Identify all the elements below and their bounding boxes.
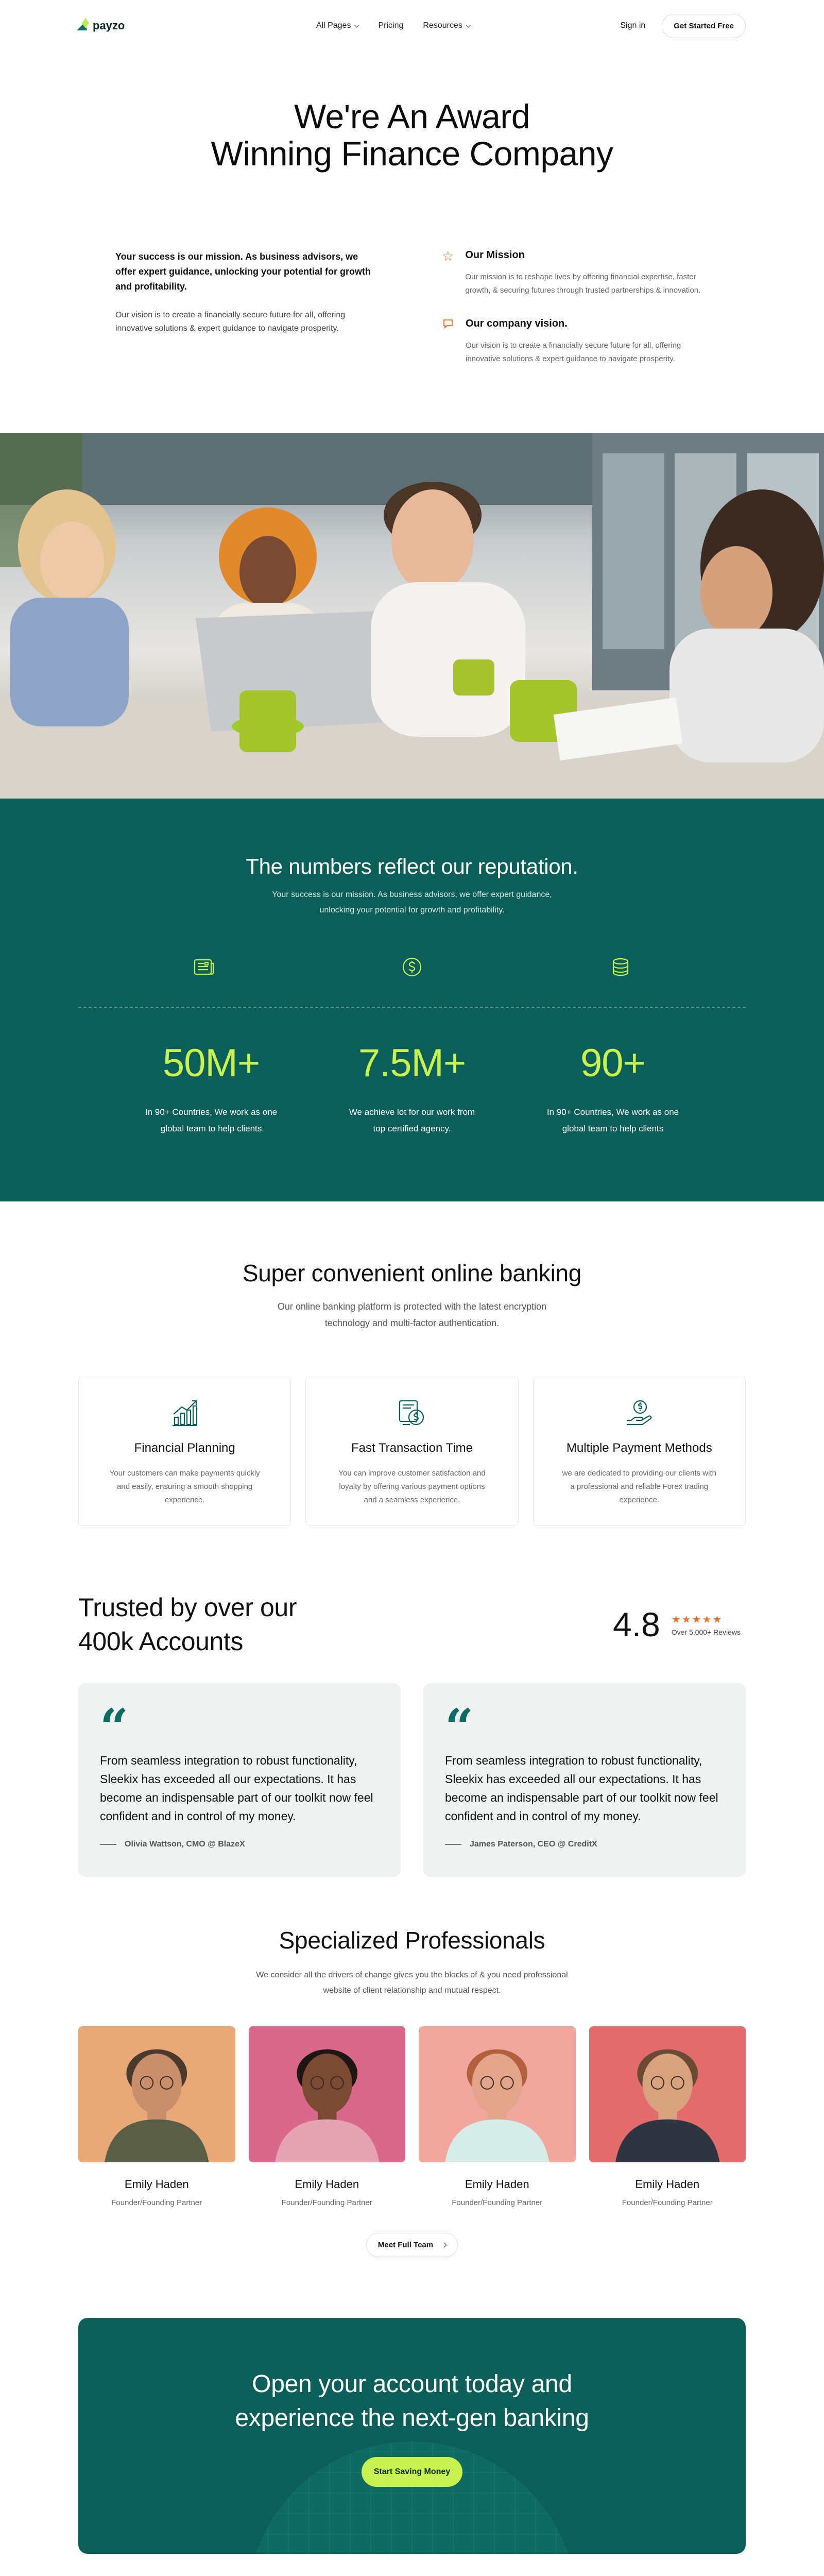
stats-divider xyxy=(78,1007,746,1008)
stat-text xyxy=(134,1104,288,1137)
stat-item xyxy=(134,1041,288,1137)
banking-subtitle-line: Our online banking platform is protected with the latest encryption xyxy=(277,1301,547,1312)
hero-title-line: We're An Award xyxy=(294,97,530,135)
brand-name: payzo xyxy=(93,19,125,32)
testimonials xyxy=(78,1683,746,1877)
feature-card-text: You can improve customer satisfaction and loyalty by offering various payment options and a seamless experience. xyxy=(338,1469,486,1504)
growth-chart-icon xyxy=(168,1397,201,1430)
avatar xyxy=(589,2026,746,2162)
member-role: Founder/Founding Partner xyxy=(281,2198,372,2207)
mission-item-title: Our Mission xyxy=(465,249,525,261)
team-subtitle xyxy=(78,1968,746,1998)
stat-number: 50M+ xyxy=(162,1041,260,1085)
team-subtitle-line: We consider all the drivers of change gives you the blocks of & you need professional xyxy=(256,1971,568,1979)
coins-stack-icon xyxy=(608,954,633,980)
testimonial-card xyxy=(78,1683,401,1877)
mission-lead: Your success is our mission. As business advisors, we offer expert guidance, unlocking your potential for growth and profitability. xyxy=(115,251,371,292)
avatar xyxy=(419,2026,576,2162)
stat-text-line: In 90+ Countries, We work as one xyxy=(546,1107,679,1117)
payment-hand-icon xyxy=(623,1397,656,1430)
logo-icon xyxy=(78,20,90,31)
nav-actions xyxy=(620,14,746,38)
start-saving-button[interactable]: Start Saving Money xyxy=(362,2457,462,2487)
cta-title-line: Open your account today and xyxy=(252,2370,572,2398)
feature-card-title: Fast Transaction Time xyxy=(351,1441,473,1455)
nav-item-label: Pricing xyxy=(378,21,404,30)
stats-icons xyxy=(191,954,633,980)
feature-card-title: Financial Planning xyxy=(134,1441,235,1455)
stat-text-line: We achieve lot for our work from xyxy=(349,1107,475,1117)
feature-card-text: we are dedicated to providing our clients with a professional and reliable Forex trading experience. xyxy=(562,1469,716,1504)
quote-icon: “ xyxy=(100,1698,129,1756)
testimonial-author: James Paterson, CEO @ CreditX xyxy=(445,1840,725,1849)
stat-text xyxy=(536,1104,690,1137)
member-name: Emily Haden xyxy=(295,2178,359,2191)
team-title: Specialized Professionals xyxy=(279,1927,545,1954)
review-count: Over 5,000+ Reviews xyxy=(671,1628,741,1636)
rating-summary xyxy=(613,1605,741,1644)
stat-item xyxy=(536,1041,690,1137)
star-rating-icon: ★★★★★ xyxy=(671,1614,723,1625)
banking-subtitle xyxy=(78,1298,746,1331)
star-icon: ☆ xyxy=(442,248,454,264)
top-nav xyxy=(78,0,746,52)
transaction-icon xyxy=(396,1397,428,1430)
avatar xyxy=(249,2026,406,2162)
stat-number: 90+ xyxy=(580,1041,645,1085)
cta-title-line: experience the next-gen banking xyxy=(235,2404,589,2432)
feature-card-title: Multiple Payment Methods xyxy=(566,1441,712,1455)
sign-in-link[interactable]: Sign in xyxy=(620,21,646,30)
banking-title: Super convenient online banking xyxy=(242,1260,582,1286)
trusted-header xyxy=(78,1590,746,1658)
stat-text-line: global team to help clients xyxy=(562,1124,664,1133)
nav-item-pricing[interactable] xyxy=(378,21,403,30)
stat-text-line: In 90+ Countries, We work as one xyxy=(145,1107,278,1117)
stat-text-line: top certified agency. xyxy=(373,1124,451,1133)
vision-item-title: Our company vision. xyxy=(466,318,568,329)
testimonial-author: Olivia Wattson, CMO @ BlazeX xyxy=(100,1840,380,1849)
vision-item-text: Our vision is to create a financially secure future for all, offering innovative solutions & expert guidance to navigate prosperity. xyxy=(466,341,681,363)
nav-item-all-pages[interactable] xyxy=(316,21,359,30)
hero-title xyxy=(78,98,746,172)
feature-card xyxy=(305,1377,518,1526)
member-name: Emily Haden xyxy=(124,2178,189,2191)
member-name: Emily Haden xyxy=(465,2178,529,2191)
team-member[interactable] xyxy=(419,2026,576,2207)
stat-text-line: global team to help clients xyxy=(160,1124,262,1133)
dollar-circle-icon xyxy=(399,954,425,980)
banking-subtitle-line: technology and multi-factor authentication. xyxy=(324,1318,500,1328)
feature-card xyxy=(78,1377,291,1526)
vision-item xyxy=(442,318,710,366)
rating-score: 4.8 xyxy=(613,1605,660,1643)
hero-title-line: Winning Finance Company xyxy=(211,134,613,173)
chat-icon xyxy=(442,318,454,332)
stats-section xyxy=(0,799,824,1201)
trusted-title-line: 400k Accounts xyxy=(78,1627,244,1656)
stat-number: 7.5M+ xyxy=(358,1041,466,1085)
team-member[interactable] xyxy=(78,2026,235,2207)
mission-items xyxy=(442,249,710,386)
mission-item-text: Our mission is to reshape lives by offering financial expertise, faster growth, & securing futures through trusted partnerships & innovation. xyxy=(465,273,701,295)
feature-card xyxy=(533,1377,746,1526)
member-name: Emily Haden xyxy=(635,2178,700,2191)
nav-links xyxy=(316,21,470,30)
get-started-button[interactable]: Get Started Free xyxy=(662,14,746,38)
banking-section xyxy=(78,1259,746,1526)
team-photo xyxy=(0,433,824,799)
mission-section xyxy=(78,249,746,386)
stat-item xyxy=(335,1041,489,1137)
team-button-row xyxy=(78,2233,746,2257)
avatar xyxy=(78,2026,235,2162)
quote-icon: “ xyxy=(445,1698,474,1756)
testimonial-card xyxy=(423,1683,746,1877)
cta-banner xyxy=(78,2318,746,2554)
office-team-illustration xyxy=(0,433,824,799)
nav-item-label: All Pages xyxy=(316,21,351,30)
chevron-down-icon xyxy=(466,22,471,27)
member-role: Founder/Founding Partner xyxy=(111,2198,202,2207)
team-member[interactable] xyxy=(589,2026,746,2207)
stats-grid xyxy=(134,1041,690,1137)
trusted-title-line: Trusted by over our xyxy=(78,1593,297,1622)
nav-item-label: Resources xyxy=(423,21,462,30)
feature-cards xyxy=(78,1377,746,1526)
team-subtitle-line: website of client relationship and mutual respect. xyxy=(323,1986,501,1995)
testimonial-text: From seamless integration to robust functionality, Sleekix has exceeded all our expectations. It has become an indispensable part of our toolkit now feel confident and in control of my money. xyxy=(445,1754,718,1823)
team-section xyxy=(78,1926,746,2257)
team-member[interactable] xyxy=(249,2026,406,2207)
team-grid xyxy=(78,2026,746,2207)
stats-subtitle-line: unlocking your potential for growth and profitability. xyxy=(319,906,505,914)
testimonial-text: From seamless integration to robust functionality, Sleekix has exceeded all our expectations. It has become an indispensable part of our toolkit now feel confident and in control of my money. xyxy=(100,1754,373,1823)
stat-text xyxy=(335,1104,489,1137)
chevron-right-icon xyxy=(442,2243,447,2248)
meet-full-team-button[interactable] xyxy=(366,2233,458,2257)
member-role: Founder/Founding Partner xyxy=(452,2198,543,2207)
nav-item-resources[interactable] xyxy=(423,21,470,30)
member-role: Founder/Founding Partner xyxy=(622,2198,713,2207)
meet-full-team-label: Meet Full Team xyxy=(377,2241,434,2249)
cta-title xyxy=(78,2318,746,2435)
brand-logo[interactable] xyxy=(78,19,125,32)
stats-subtitle xyxy=(0,887,824,918)
mission-item xyxy=(442,249,710,297)
page xyxy=(78,0,746,386)
content xyxy=(78,1259,746,2576)
stats-subtitle-line: Your success is our mission. As business advisors, we offer expert guidance, xyxy=(272,890,552,899)
document-icon xyxy=(191,954,216,980)
trusted-title xyxy=(78,1590,297,1658)
feature-card-text: Your customers can make payments quickly and easily, ensuring a smooth shopping experience. xyxy=(109,1469,260,1504)
mission-sub: Our vision is to create a financially secure future for all, offering innovative solutions & expert guidance to navigate prosperity. xyxy=(115,311,346,333)
stats-title: The numbers reflect our reputation. xyxy=(246,854,578,878)
chevron-down-icon xyxy=(354,22,359,27)
mission-intro xyxy=(115,249,373,386)
